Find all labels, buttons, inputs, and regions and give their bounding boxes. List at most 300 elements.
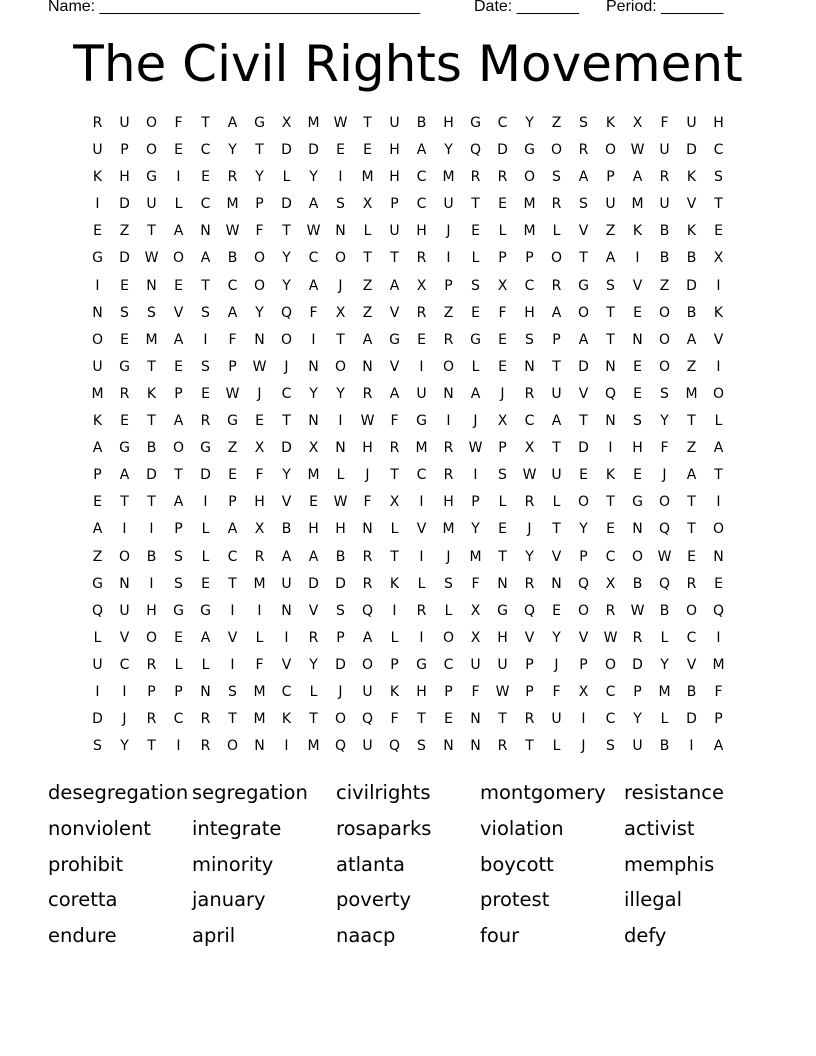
grid-letter[interactable]: E	[363, 142, 372, 159]
grid-letter[interactable]: S	[525, 331, 534, 348]
grid-letter[interactable]: Z	[119, 223, 130, 240]
grid-letter[interactable]: I	[284, 738, 289, 755]
grid-letter[interactable]: X	[497, 413, 508, 430]
grid-letter[interactable]: D	[335, 656, 346, 673]
grid-letter[interactable]: I	[95, 196, 100, 213]
grid-letter[interactable]: P	[174, 385, 183, 402]
grid-letter[interactable]: R	[200, 711, 211, 728]
grid-letter[interactable]: N	[254, 738, 265, 755]
grid-letter[interactable]: F	[660, 115, 669, 131]
grid-letter[interactable]: Q	[280, 304, 293, 321]
grid-letter[interactable]: T	[282, 223, 291, 240]
grid-letter[interactable]: R	[605, 602, 616, 619]
grid-letter[interactable]: L	[201, 548, 210, 565]
grid-letter[interactable]: V	[281, 494, 292, 511]
grid-letter[interactable]: A	[713, 738, 724, 755]
grid-letter[interactable]: A	[92, 521, 103, 538]
grid-letter[interactable]: A	[200, 250, 211, 267]
grid-letter[interactable]: N	[497, 575, 508, 592]
grid-letter[interactable]: A	[200, 629, 211, 646]
grid-letter[interactable]: C	[173, 711, 184, 728]
grid-letter[interactable]: P	[174, 683, 183, 700]
grid-letter[interactable]: I	[419, 629, 424, 646]
grid-letter[interactable]: G	[227, 413, 238, 430]
grid-letter[interactable]: O	[226, 738, 239, 755]
grid-letter[interactable]: U	[686, 115, 697, 131]
grid-letter[interactable]: U	[605, 196, 616, 213]
grid-letter[interactable]: R	[146, 656, 157, 673]
grid-letter[interactable]: G	[632, 494, 643, 511]
grid-letter[interactable]: G	[389, 331, 400, 348]
grid-letter[interactable]: U	[659, 142, 670, 159]
grid-letter[interactable]: H	[416, 683, 427, 700]
grid-letter[interactable]: T	[390, 467, 399, 484]
grid-letter[interactable]: A	[227, 521, 238, 538]
grid-letter[interactable]: R	[470, 169, 481, 186]
grid-letter[interactable]: T	[498, 548, 507, 565]
grid-letter[interactable]: X	[254, 440, 265, 457]
grid-letter[interactable]: E	[579, 467, 588, 484]
grid-letter[interactable]: H	[632, 440, 643, 457]
grid-letter[interactable]: O	[253, 277, 266, 294]
grid-letter[interactable]: O	[91, 331, 104, 348]
grid-letter[interactable]: E	[714, 575, 723, 592]
grid-letter[interactable]: M	[91, 385, 104, 402]
grid-letter[interactable]: I	[446, 413, 451, 430]
grid-letter[interactable]: N	[605, 413, 616, 430]
grid-letter[interactable]: N	[443, 738, 454, 755]
grid-letter[interactable]: O	[577, 602, 590, 619]
grid-letter[interactable]: I	[635, 250, 640, 267]
grid-letter[interactable]: P	[606, 169, 615, 186]
grid-letter[interactable]: H	[362, 440, 373, 457]
grid-letter[interactable]: S	[471, 277, 480, 294]
grid-letter[interactable]: T	[687, 494, 696, 511]
grid-letter[interactable]: M	[631, 196, 644, 213]
grid-letter[interactable]: S	[633, 413, 642, 430]
grid-letter[interactable]: T	[336, 331, 345, 348]
grid-letter[interactable]: I	[716, 629, 721, 646]
grid-letter[interactable]: J	[554, 656, 559, 673]
grid-letter[interactable]: Q	[712, 602, 725, 619]
grid-letter[interactable]: G	[470, 115, 481, 131]
grid-letter[interactable]: I	[338, 413, 343, 430]
grid-letter[interactable]: R	[200, 413, 211, 430]
grid-letter[interactable]: U	[416, 385, 427, 402]
grid-letter[interactable]: F	[660, 440, 669, 457]
grid-letter[interactable]: G	[416, 413, 427, 430]
grid-letter[interactable]: V	[632, 277, 643, 294]
grid-letter[interactable]: E	[633, 467, 642, 484]
grid-letter[interactable]: R	[524, 494, 535, 511]
grid-letter[interactable]: I	[203, 494, 208, 511]
grid-letter[interactable]: B	[686, 304, 697, 321]
grid-letter[interactable]: H	[254, 494, 265, 511]
grid-letter[interactable]: D	[308, 142, 319, 159]
grid-letter[interactable]: T	[579, 413, 588, 430]
grid-letter[interactable]: S	[606, 738, 615, 755]
grid-letter[interactable]: C	[416, 467, 427, 484]
grid-letter[interactable]: Q	[658, 521, 671, 538]
grid-letter[interactable]: N	[470, 738, 481, 755]
grid-letter[interactable]: L	[714, 413, 723, 430]
grid-letter[interactable]: F	[471, 575, 480, 592]
grid-letter[interactable]: E	[444, 711, 453, 728]
grid-letter[interactable]: T	[147, 494, 156, 511]
grid-letter[interactable]: R	[443, 440, 454, 457]
grid-letter[interactable]: M	[469, 548, 482, 565]
grid-letter[interactable]: U	[119, 115, 130, 131]
grid-letter[interactable]: V	[227, 629, 238, 646]
grid-letter[interactable]: O	[550, 142, 563, 159]
grid-letter[interactable]: Y	[255, 169, 264, 186]
grid-letter[interactable]: M	[253, 711, 266, 728]
grid-letter[interactable]: N	[308, 413, 319, 430]
grid-letter[interactable]: O	[658, 304, 671, 321]
grid-letter[interactable]: N	[524, 358, 535, 375]
grid-letter[interactable]: V	[551, 548, 562, 565]
grid-letter[interactable]: J	[500, 385, 505, 402]
grid-letter[interactable]: W	[603, 629, 618, 646]
grid-letter[interactable]: P	[228, 358, 237, 375]
grid-letter[interactable]: T	[552, 358, 561, 375]
grid-letter[interactable]: P	[444, 683, 453, 700]
grid-letter[interactable]: L	[93, 629, 102, 646]
grid-letter[interactable]: C	[227, 277, 238, 294]
grid-letter[interactable]: V	[686, 196, 697, 213]
grid-letter[interactable]: Q	[91, 602, 104, 619]
grid-letter[interactable]: F	[255, 223, 264, 240]
grid-letter[interactable]: S	[336, 602, 345, 619]
grid-letter[interactable]: L	[660, 711, 669, 728]
grid-letter[interactable]: A	[227, 115, 238, 131]
grid-letter[interactable]: T	[552, 440, 561, 457]
grid-letter[interactable]: T	[228, 711, 237, 728]
grid-letter[interactable]: G	[470, 331, 481, 348]
grid-letter[interactable]: J	[473, 413, 478, 430]
grid-letter[interactable]: E	[633, 304, 642, 321]
grid-letter[interactable]: Y	[525, 548, 534, 565]
grid-letter[interactable]: Z	[362, 277, 373, 294]
grid-letter[interactable]: T	[309, 711, 318, 728]
grid-letter[interactable]: C	[524, 413, 535, 430]
grid-letter[interactable]: X	[497, 277, 508, 294]
grid-letter[interactable]: R	[524, 711, 535, 728]
grid-letter[interactable]: B	[659, 602, 670, 619]
grid-letter[interactable]: U	[92, 142, 103, 159]
grid-letter[interactable]: E	[93, 494, 102, 511]
grid-letter[interactable]: S	[120, 304, 129, 321]
grid-letter[interactable]: L	[498, 223, 507, 240]
grid-letter[interactable]: K	[605, 467, 616, 484]
grid-letter[interactable]: E	[417, 331, 426, 348]
grid-letter[interactable]: T	[363, 250, 372, 267]
grid-letter[interactable]: P	[498, 440, 507, 457]
grid-letter[interactable]: M	[442, 521, 455, 538]
grid-letter[interactable]: I	[446, 250, 451, 267]
grid-letter[interactable]: J	[581, 738, 586, 755]
grid-letter[interactable]: H	[146, 602, 157, 619]
grid-letter[interactable]: W	[495, 683, 510, 700]
grid-letter[interactable]: G	[254, 115, 265, 131]
grid-letter[interactable]: P	[444, 277, 453, 294]
grid-letter[interactable]: X	[713, 250, 724, 267]
grid-letter[interactable]: T	[147, 413, 156, 430]
grid-letter[interactable]: O	[118, 548, 131, 565]
grid-letter[interactable]: A	[389, 277, 400, 294]
grid-letter[interactable]: U	[281, 575, 292, 592]
grid-letter[interactable]: Y	[309, 169, 318, 186]
grid-letter[interactable]: A	[713, 440, 724, 457]
grid-letter[interactable]: X	[578, 683, 589, 700]
grid-letter[interactable]: P	[525, 250, 534, 267]
grid-letter[interactable]: L	[471, 358, 480, 375]
grid-letter[interactable]: T	[606, 331, 615, 348]
grid-letter[interactable]: G	[146, 169, 157, 186]
grid-letter[interactable]: M	[307, 115, 320, 131]
grid-letter[interactable]: I	[122, 683, 127, 700]
grid-letter[interactable]: C	[713, 142, 724, 159]
grid-letter[interactable]: W	[333, 494, 348, 511]
grid-letter[interactable]: V	[173, 304, 184, 321]
grid-letter[interactable]: W	[306, 223, 321, 240]
grid-letter[interactable]: K	[686, 223, 697, 240]
grid-letter[interactable]: W	[468, 440, 483, 457]
grid-letter[interactable]: M	[658, 683, 671, 700]
grid-letter[interactable]: Q	[361, 711, 374, 728]
grid-letter[interactable]: T	[417, 711, 426, 728]
grid-letter[interactable]: R	[227, 169, 238, 186]
grid-letter[interactable]: A	[308, 277, 319, 294]
grid-letter[interactable]: Q	[334, 738, 347, 755]
grid-letter[interactable]: F	[255, 467, 264, 484]
grid-letter[interactable]: D	[200, 467, 211, 484]
grid-letter[interactable]: B	[416, 115, 427, 131]
grid-letter[interactable]: I	[716, 277, 721, 294]
grid-letter[interactable]: E	[174, 142, 183, 159]
grid-letter[interactable]: I	[176, 738, 181, 755]
grid-letter[interactable]: C	[119, 656, 130, 673]
grid-letter[interactable]: P	[390, 656, 399, 673]
grid-letter[interactable]: N	[713, 548, 724, 565]
grid-letter[interactable]: I	[419, 358, 424, 375]
grid-letter[interactable]: W	[225, 385, 240, 402]
grid-letter[interactable]: H	[335, 521, 346, 538]
grid-letter[interactable]: M	[253, 683, 266, 700]
grid-letter[interactable]: S	[336, 196, 345, 213]
grid-letter[interactable]: M	[415, 440, 428, 457]
grid-letter[interactable]: J	[365, 467, 370, 484]
grid-letter[interactable]: G	[200, 602, 211, 619]
grid-letter[interactable]: T	[282, 413, 291, 430]
grid-letter[interactable]: U	[92, 358, 103, 375]
grid-letter[interactable]: O	[658, 358, 671, 375]
grid-letter[interactable]: K	[389, 683, 400, 700]
grid-letter[interactable]: M	[145, 331, 158, 348]
grid-letter[interactable]: P	[525, 683, 534, 700]
grid-letter[interactable]: Y	[444, 142, 453, 159]
grid-letter[interactable]: R	[686, 575, 697, 592]
date-field[interactable]: Date: _______	[474, 0, 579, 15]
grid-letter[interactable]: S	[93, 738, 102, 755]
grid-letter[interactable]: F	[471, 683, 480, 700]
grid-letter[interactable]: J	[257, 385, 262, 402]
grid-letter[interactable]: B	[335, 548, 346, 565]
grid-letter[interactable]: A	[578, 331, 589, 348]
grid-letter[interactable]: S	[579, 196, 588, 213]
grid-letter[interactable]: D	[119, 250, 130, 267]
grid-letter[interactable]: B	[659, 738, 670, 755]
grid-letter[interactable]: C	[416, 196, 427, 213]
grid-letter[interactable]: R	[362, 575, 373, 592]
grid-letter[interactable]: P	[174, 521, 183, 538]
grid-letter[interactable]: S	[660, 385, 669, 402]
grid-letter[interactable]: X	[470, 602, 481, 619]
grid-letter[interactable]: P	[228, 494, 237, 511]
grid-letter[interactable]: L	[336, 467, 345, 484]
grid-letter[interactable]: A	[281, 548, 292, 565]
grid-letter[interactable]: B	[146, 440, 157, 457]
grid-letter[interactable]: L	[660, 629, 669, 646]
grid-letter[interactable]: L	[552, 223, 561, 240]
grid-letter[interactable]: Z	[605, 223, 616, 240]
grid-letter[interactable]: I	[176, 169, 181, 186]
grid-letter[interactable]: O	[658, 331, 671, 348]
grid-letter[interactable]: M	[253, 575, 266, 592]
grid-letter[interactable]: R	[389, 440, 400, 457]
grid-letter[interactable]: E	[498, 196, 507, 213]
grid-letter[interactable]: B	[686, 250, 697, 267]
grid-letter[interactable]: T	[147, 358, 156, 375]
grid-letter[interactable]: R	[632, 629, 643, 646]
grid-letter[interactable]: C	[416, 169, 427, 186]
grid-letter[interactable]: C	[524, 277, 535, 294]
grid-letter[interactable]: Y	[255, 304, 264, 321]
grid-letter[interactable]: E	[201, 575, 210, 592]
grid-letter[interactable]: Y	[120, 738, 129, 755]
grid-letter[interactable]: W	[657, 548, 672, 565]
grid-letter[interactable]: A	[173, 413, 184, 430]
grid-letter[interactable]: P	[147, 683, 156, 700]
grid-letter[interactable]: R	[443, 467, 454, 484]
grid-letter[interactable]: S	[201, 304, 210, 321]
grid-letter[interactable]: N	[551, 575, 562, 592]
grid-letter[interactable]: D	[281, 142, 292, 159]
grid-letter[interactable]: T	[390, 250, 399, 267]
grid-letter[interactable]: T	[525, 738, 534, 755]
grid-letter[interactable]: O	[712, 385, 725, 402]
grid-letter[interactable]: S	[498, 467, 507, 484]
grid-letter[interactable]: M	[442, 169, 455, 186]
grid-letter[interactable]: W	[522, 467, 537, 484]
grid-letter[interactable]: H	[443, 115, 454, 131]
grid-letter[interactable]: O	[334, 250, 347, 267]
grid-letter[interactable]: R	[254, 548, 265, 565]
grid-letter[interactable]: N	[470, 711, 481, 728]
grid-letter[interactable]: W	[630, 142, 645, 159]
grid-letter[interactable]: W	[252, 358, 267, 375]
grid-letter[interactable]: P	[579, 548, 588, 565]
grid-letter[interactable]: O	[145, 142, 158, 159]
grid-letter[interactable]: C	[686, 629, 697, 646]
grid-letter[interactable]: D	[335, 575, 346, 592]
grid-letter[interactable]: A	[362, 629, 373, 646]
grid-letter[interactable]: X	[254, 521, 265, 538]
grid-letter[interactable]: H	[524, 304, 535, 321]
grid-letter[interactable]: R	[551, 196, 562, 213]
grid-letter[interactable]: U	[92, 656, 103, 673]
grid-letter[interactable]: S	[417, 738, 426, 755]
grid-letter[interactable]: I	[149, 521, 154, 538]
grid-letter[interactable]: O	[631, 548, 644, 565]
grid-letter[interactable]: N	[200, 683, 211, 700]
grid-letter[interactable]: J	[446, 223, 451, 240]
grid-letter[interactable]: P	[120, 142, 129, 159]
grid-letter[interactable]: N	[443, 385, 454, 402]
grid-letter[interactable]: R	[416, 250, 427, 267]
grid-letter[interactable]: V	[713, 331, 724, 348]
grid-letter[interactable]: U	[632, 738, 643, 755]
grid-letter[interactable]: A	[119, 467, 130, 484]
grid-letter[interactable]: G	[497, 602, 508, 619]
grid-letter[interactable]: F	[390, 711, 399, 728]
grid-letter[interactable]: F	[714, 683, 723, 700]
grid-letter[interactable]: X	[308, 440, 319, 457]
grid-letter[interactable]: K	[281, 711, 292, 728]
grid-letter[interactable]: X	[605, 575, 616, 592]
grid-letter[interactable]: O	[145, 629, 158, 646]
grid-letter[interactable]: E	[633, 385, 642, 402]
grid-letter[interactable]: L	[552, 494, 561, 511]
grid-letter[interactable]: U	[470, 656, 481, 673]
grid-letter[interactable]: M	[523, 196, 536, 213]
grid-letter[interactable]: A	[92, 440, 103, 457]
grid-letter[interactable]: K	[686, 169, 697, 186]
grid-letter[interactable]: S	[552, 169, 561, 186]
grid-letter[interactable]: X	[524, 440, 535, 457]
grid-letter[interactable]: N	[308, 358, 319, 375]
grid-letter[interactable]: Y	[282, 467, 291, 484]
grid-letter[interactable]: G	[92, 250, 103, 267]
grid-letter[interactable]: H	[389, 142, 400, 159]
grid-letter[interactable]: P	[336, 629, 345, 646]
grid-letter[interactable]: Q	[604, 385, 617, 402]
grid-letter[interactable]: A	[605, 250, 616, 267]
grid-letter[interactable]: O	[145, 115, 158, 131]
grid-letter[interactable]: A	[308, 196, 319, 213]
grid-letter[interactable]: O	[361, 656, 374, 673]
grid-letter[interactable]: H	[389, 169, 400, 186]
grid-letter[interactable]: D	[281, 196, 292, 213]
grid-letter[interactable]: T	[363, 115, 372, 131]
grid-letter[interactable]: M	[226, 196, 239, 213]
grid-letter[interactable]: T	[228, 575, 237, 592]
grid-letter[interactable]: F	[363, 494, 372, 511]
grid-letter[interactable]: O	[442, 629, 455, 646]
grid-letter[interactable]: O	[658, 494, 671, 511]
grid-letter[interactable]: G	[92, 575, 103, 592]
grid-letter[interactable]: P	[579, 656, 588, 673]
grid-letter[interactable]: I	[95, 683, 100, 700]
grid-letter[interactable]: D	[686, 142, 697, 159]
grid-letter[interactable]: D	[92, 711, 103, 728]
grid-letter[interactable]: J	[122, 711, 127, 728]
grid-letter[interactable]: T	[714, 467, 723, 484]
grid-letter[interactable]: N	[92, 304, 103, 321]
grid-letter[interactable]: Y	[309, 656, 318, 673]
grid-letter[interactable]: I	[419, 548, 424, 565]
grid-letter[interactable]: N	[362, 521, 373, 538]
